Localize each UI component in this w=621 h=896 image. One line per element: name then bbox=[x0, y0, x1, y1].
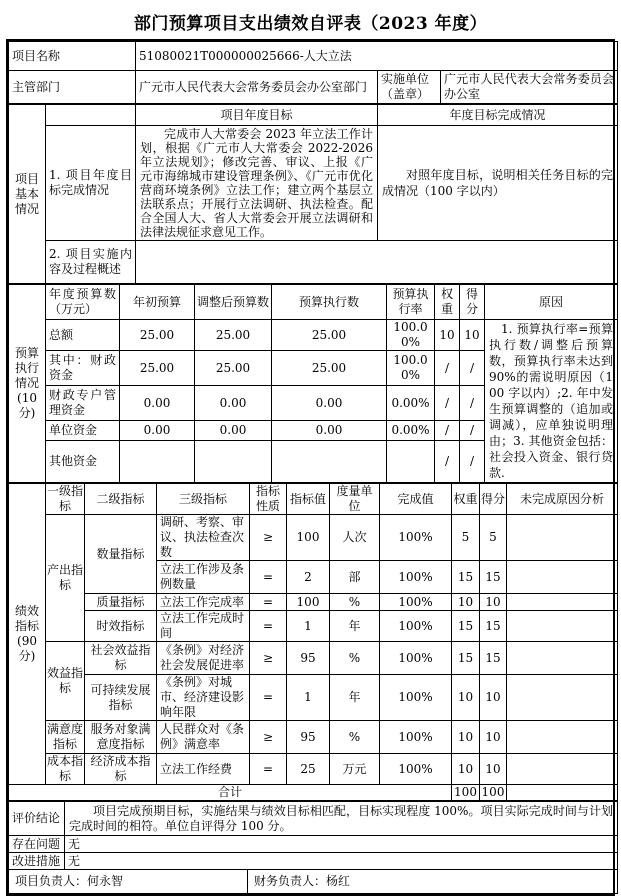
budget-cell-weight: 10 bbox=[435, 320, 460, 351]
perf-value: 100 bbox=[287, 515, 330, 561]
perf-done: 100% bbox=[380, 594, 452, 611]
perf-weight: 10 bbox=[452, 594, 480, 611]
goal-row-label: 1. 项目年度目标完成情况 bbox=[46, 126, 136, 241]
perf-l1: 效益指标 bbox=[46, 642, 85, 721]
budget-row-label: 其中：财政资金 bbox=[46, 351, 120, 386]
perf-l3: 立法工作完成时间 bbox=[157, 611, 250, 642]
perf-l2: 经济成本指标 bbox=[85, 754, 157, 785]
perf-header-l2: 二级指标 bbox=[85, 484, 157, 515]
total-score: 100 bbox=[480, 785, 507, 801]
performance-section-title: 绩效指标 bbox=[14, 604, 39, 633]
budget-reason-text: 1. 预算执行率=预算执行数/调整后预算数，预算执行率未达到 90%的需说明原因（100 字以内）;2. 年中发生预算调整的（追加或调减），应单独说明理由；3. 其他资金包括：社会投入资金、银行贷款. bbox=[485, 320, 618, 483]
perf-l1: 产出指标 bbox=[46, 515, 85, 642]
perf-reason bbox=[507, 642, 618, 675]
budget-cell-executed: 0.00 bbox=[272, 386, 387, 421]
goal-header: 项目年度目标 bbox=[136, 105, 378, 126]
budget-section-score: (10分) bbox=[17, 391, 37, 420]
perf-reason bbox=[507, 515, 618, 561]
budget-cell-adjusted: 0.00 bbox=[195, 421, 272, 441]
project-name-value: 51080021T000000025666-人大立法 bbox=[136, 42, 618, 71]
perf-l3: 人民群众对《条例》满意率 bbox=[157, 721, 250, 754]
perf-l3: 调研、考察、审议、执法检查次数 bbox=[157, 515, 250, 561]
perf-l2: 社会效益指标 bbox=[85, 642, 157, 675]
budget-header-score: 得分 bbox=[460, 285, 485, 320]
table-row bbox=[9, 71, 618, 104]
perf-done: 100% bbox=[380, 675, 452, 721]
perf-weight: 10 bbox=[452, 675, 480, 721]
budget-row-label: 其他资金 bbox=[46, 441, 120, 483]
perf-l3: 立法工作经费 bbox=[157, 754, 250, 785]
table-row bbox=[9, 515, 618, 561]
perf-header-unit: 度量单位 bbox=[330, 484, 380, 515]
completion-text: 对照年度目标，说明相关任务目标的完成情况（100 字以内） bbox=[378, 126, 618, 241]
budget-cell-weight: / bbox=[435, 441, 460, 483]
budget-section-label bbox=[9, 285, 46, 483]
perf-weight: 15 bbox=[452, 642, 480, 675]
table-row bbox=[9, 241, 618, 284]
perf-value: 2 bbox=[287, 561, 330, 594]
perf-weight: 15 bbox=[452, 611, 480, 642]
perf-l3: 《条例》对经济社会发展促进率 bbox=[157, 642, 250, 675]
perf-header-reason: 未完成原因分析 bbox=[507, 484, 618, 515]
table-row bbox=[9, 754, 618, 785]
budget-cell-executed: 0.00 bbox=[272, 421, 387, 441]
total-weight: 100 bbox=[452, 785, 480, 801]
perf-l2: 可持续发展指标 bbox=[85, 675, 157, 721]
perf-l2: 质量指标 bbox=[85, 594, 157, 611]
table-row bbox=[9, 285, 618, 320]
budget-header-weight: 权重 bbox=[435, 285, 460, 320]
budget-section-title: 预算执行情况 bbox=[14, 346, 39, 390]
budget-cell-weight: / bbox=[435, 421, 460, 441]
perf-weight: 10 bbox=[452, 754, 480, 785]
total-label: 合计 bbox=[9, 785, 452, 801]
budget-cell-weight: / bbox=[435, 386, 460, 421]
dept-value: 广元市人民代表大会常务委员会办公室部门 bbox=[136, 71, 378, 104]
perf-unit: % bbox=[330, 642, 380, 675]
performance-table bbox=[8, 483, 618, 801]
perf-header-weight: 权重 bbox=[452, 484, 480, 515]
table-row bbox=[9, 642, 618, 675]
table-row bbox=[9, 611, 618, 642]
budget-header-initial: 年初预算 bbox=[120, 285, 195, 320]
perf-nature: ≥ bbox=[250, 515, 287, 561]
performance-section-score: (90分) bbox=[17, 634, 37, 663]
basic-empty-cell bbox=[46, 105, 136, 126]
budget-row-label: 单位资金 bbox=[46, 421, 120, 441]
perf-l2: 服务对象满意度指标 bbox=[85, 721, 157, 754]
conclusion-text: 项目完成预期目标，实施结果与绩效目标相匹配，目标实现程度 100%。项目实际完成时间与计划完成时间的相符。单位自评得分 100 分。 bbox=[65, 802, 618, 836]
budget-header-rowlabel: 年度预算数（万元） bbox=[46, 285, 120, 320]
perf-l2: 数量指标 bbox=[85, 515, 157, 594]
budget-cell-adjusted bbox=[195, 441, 272, 483]
table-row bbox=[9, 870, 618, 894]
budget-header-rate: 预算执行率 bbox=[387, 285, 435, 320]
budget-cell-adjusted: 25.00 bbox=[195, 320, 272, 351]
budget-cell-initial: 0.00 bbox=[120, 421, 195, 441]
perf-unit: 部 bbox=[330, 561, 380, 594]
completion-header: 年度目标完成情况 bbox=[378, 105, 618, 126]
budget-cell-initial: 0.00 bbox=[120, 386, 195, 421]
perf-done: 100% bbox=[380, 561, 452, 594]
impl-row-label: 2. 项目实施内容及过程概述 bbox=[46, 241, 136, 284]
project-manager: 项目负责人：何永智 bbox=[9, 870, 248, 894]
budget-table bbox=[8, 284, 618, 483]
perf-unit: % bbox=[330, 594, 380, 611]
budget-row-label: 财政专户管理资金 bbox=[46, 386, 120, 421]
project-name-label: 项目名称 bbox=[9, 42, 136, 71]
perf-score: 10 bbox=[480, 754, 507, 785]
total-reason bbox=[507, 785, 618, 801]
budget-cell-rate: 100.00% bbox=[387, 351, 435, 386]
perf-value: 95 bbox=[287, 721, 330, 754]
budget-cell-score: 10 bbox=[460, 320, 485, 351]
table-row bbox=[9, 853, 618, 870]
perf-unit: 年 bbox=[330, 675, 380, 721]
perf-score: 10 bbox=[480, 675, 507, 721]
table-row bbox=[9, 320, 618, 351]
measures-label: 改进措施 bbox=[9, 853, 65, 870]
finance-manager: 财务负责人：杨红 bbox=[248, 870, 618, 894]
perf-score: 15 bbox=[480, 642, 507, 675]
budget-row-label: 总额 bbox=[46, 320, 120, 351]
budget-cell-rate: 0.00% bbox=[387, 386, 435, 421]
table-row bbox=[9, 721, 618, 754]
table-row bbox=[9, 802, 618, 836]
perf-unit: % bbox=[330, 721, 380, 754]
budget-cell-rate: 0.00% bbox=[387, 421, 435, 441]
perf-header-l3: 三级指标 bbox=[157, 484, 250, 515]
table-row bbox=[9, 594, 618, 611]
perf-reason bbox=[507, 754, 618, 785]
perf-nature: = bbox=[250, 675, 287, 721]
perf-done: 100% bbox=[380, 754, 452, 785]
budget-cell-initial bbox=[120, 441, 195, 483]
perf-header-l1: 一级指标 bbox=[47, 484, 84, 513]
basic-info-table bbox=[8, 104, 618, 284]
perf-done: 100% bbox=[380, 721, 452, 754]
perf-done: 100% bbox=[380, 642, 452, 675]
table-row bbox=[9, 126, 618, 241]
perf-l3: 立法工作完成率 bbox=[157, 594, 250, 611]
perf-score: 10 bbox=[480, 594, 507, 611]
budget-cell-executed bbox=[272, 441, 387, 483]
perf-value: 1 bbox=[287, 611, 330, 642]
budget-cell-initial: 25.00 bbox=[120, 351, 195, 386]
perf-value: 95 bbox=[287, 642, 330, 675]
footer-table bbox=[8, 801, 618, 894]
perf-nature: = bbox=[250, 611, 287, 642]
form-title: 部门预算项目支出绩效自评表（2023 年度） bbox=[133, 14, 488, 34]
table-row bbox=[9, 484, 618, 515]
perf-weight: 15 bbox=[452, 561, 480, 594]
perf-value: 25 bbox=[287, 754, 330, 785]
perf-reason bbox=[507, 611, 618, 642]
perf-l3: 《条例》对城市、经济建设影响年限 bbox=[157, 675, 250, 721]
goal-text: 完成市人大常委会 2023 年立法工作计划，根据《广元市人大常委会 2022-2026 年立法规划》；修改完善、审议、上报《广元市海绵城市建设管理条例》、《广元市优化营商环境条例》立法工作；建立两个基层立法联系点；开展行立法调研、执法检查。配合全国人大、省人大常委会开展立法调研和法律法规征求意见工作。 bbox=[136, 126, 378, 241]
perf-unit: 人次 bbox=[330, 515, 380, 561]
perf-reason bbox=[507, 721, 618, 754]
budget-header-reason: 原因 bbox=[485, 285, 618, 320]
budget-cell-adjusted: 0.00 bbox=[195, 386, 272, 421]
budget-cell-adjusted: 25.00 bbox=[195, 351, 272, 386]
budget-cell-initial: 25.00 bbox=[120, 320, 195, 351]
perf-done: 100% bbox=[380, 515, 452, 561]
budget-cell-executed: 25.00 bbox=[272, 351, 387, 386]
top-table bbox=[8, 41, 618, 104]
perf-score: 15 bbox=[480, 561, 507, 594]
budget-cell-rate bbox=[387, 441, 435, 483]
perf-header-value: 指标值 bbox=[287, 484, 330, 515]
perf-value: 1 bbox=[287, 675, 330, 721]
budget-cell-score: / bbox=[460, 421, 485, 441]
perf-l1: 成本指标 bbox=[47, 754, 84, 783]
impl-unit-value: 广元市人民代表大会常务委员会办公室 bbox=[441, 71, 618, 104]
dept-label: 主管部门 bbox=[9, 71, 136, 104]
perf-weight: 5 bbox=[452, 515, 480, 561]
budget-cell-rate: 100.00% bbox=[387, 320, 435, 351]
budget-cell-weight: / bbox=[435, 351, 460, 386]
perf-done: 100% bbox=[380, 611, 452, 642]
table-row bbox=[9, 42, 618, 71]
table-row bbox=[9, 785, 618, 801]
budget-cell-score: / bbox=[460, 441, 485, 483]
budget-cell-score: / bbox=[460, 351, 485, 386]
table-row bbox=[9, 836, 618, 853]
perf-reason bbox=[507, 594, 618, 611]
perf-unit: 万元 bbox=[330, 754, 380, 785]
table-row bbox=[9, 675, 618, 721]
perf-nature: = bbox=[250, 754, 287, 785]
basic-section-label: 项目基本情况 bbox=[9, 105, 46, 284]
budget-cell-executed: 25.00 bbox=[272, 320, 387, 351]
form-table bbox=[6, 39, 615, 896]
perf-l1: 满意度指标 bbox=[46, 721, 85, 754]
perf-score: 5 bbox=[480, 515, 507, 561]
impl-unit-label: 实施单位（盖章） bbox=[378, 71, 441, 104]
impl-text-cell bbox=[136, 241, 618, 284]
perf-score: 15 bbox=[480, 611, 507, 642]
perf-value: 100 bbox=[287, 594, 330, 611]
perf-l3: 立法工作涉及条例数量 bbox=[157, 561, 250, 594]
perf-unit: 年 bbox=[330, 611, 380, 642]
perf-weight: 10 bbox=[452, 721, 480, 754]
problems-label: 存在问题 bbox=[9, 836, 65, 853]
perf-nature: = bbox=[250, 594, 287, 611]
perf-header-nature: 指标性质 bbox=[250, 484, 287, 515]
problems-value: 无 bbox=[65, 836, 618, 853]
perf-header-done: 完成值 bbox=[380, 484, 452, 515]
perf-reason bbox=[507, 675, 618, 721]
table-row bbox=[9, 105, 618, 126]
perf-score: 10 bbox=[480, 721, 507, 754]
perf-nature: ≥ bbox=[250, 642, 287, 675]
performance-section-label bbox=[9, 484, 46, 785]
budget-header-executed: 预算执行数 bbox=[272, 285, 387, 320]
conclusion-label: 评价结论 bbox=[9, 802, 65, 836]
perf-nature: = bbox=[250, 561, 287, 594]
budget-cell-score: / bbox=[460, 386, 485, 421]
measures-value: 无 bbox=[65, 853, 618, 870]
perf-l2: 时效指标 bbox=[85, 611, 157, 642]
perf-header-score: 得分 bbox=[480, 484, 507, 515]
budget-header-adjusted: 调整后预算数 bbox=[195, 285, 272, 320]
perf-nature: ≥ bbox=[250, 721, 287, 754]
perf-reason bbox=[507, 561, 618, 594]
